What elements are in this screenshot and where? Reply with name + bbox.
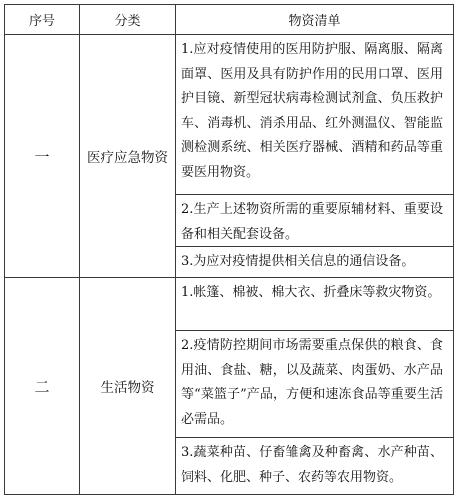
list-item: 1.帐篷、棉被、棉大衣、折叠床等救灾物资。 (181, 285, 441, 300)
header-list: 物资清单 (288, 14, 341, 29)
group-category: 生活物资 (100, 380, 155, 396)
table-border-right (453, 4, 454, 495)
header-number: 序号 (28, 14, 55, 29)
list-item: 3.蔬菜种苗、仔畜雏禽及种畜禽、水产种苗、饲料、化肥、种子、农药等农用物资。 (181, 445, 443, 485)
group-number: 二 (34, 377, 50, 396)
item-divider (175, 437, 454, 438)
list-item: 1.应对疫情使用的医用防护服、隔离服、隔离面罩、医用及具有防护作用的民用口罩、医用护目镜、新型冠状病毒检测试剂盒、负压救护车、消毒机、消杀用品、红外测温仪、智能监测检测系统、相关医疗器械、酒精和药品等重要医用物资。 (181, 42, 443, 180)
item-divider (175, 330, 454, 331)
group-number: 一 (34, 147, 50, 166)
header-category: 分类 (114, 14, 141, 29)
table-border-bottom (4, 494, 454, 495)
list-item: 2.疫情防控期间市场需要重点保供的粮食、食用油、食盐、糖，以及蔬菜、肉蛋奶、水产品等“菜篮子”产品，方便和速冻食品等重要生活必需品。 (181, 338, 443, 427)
list-item: 2.生产上述物资所需的重要原辅材料、重要设备和相关配套设备。 (181, 202, 443, 242)
item-divider (175, 194, 454, 195)
column-divider-2 (175, 4, 176, 495)
group-category: 医疗应急物资 (87, 150, 168, 166)
list-item: 3.为应对疫情提供相关信息的通信设备。 (181, 254, 415, 269)
